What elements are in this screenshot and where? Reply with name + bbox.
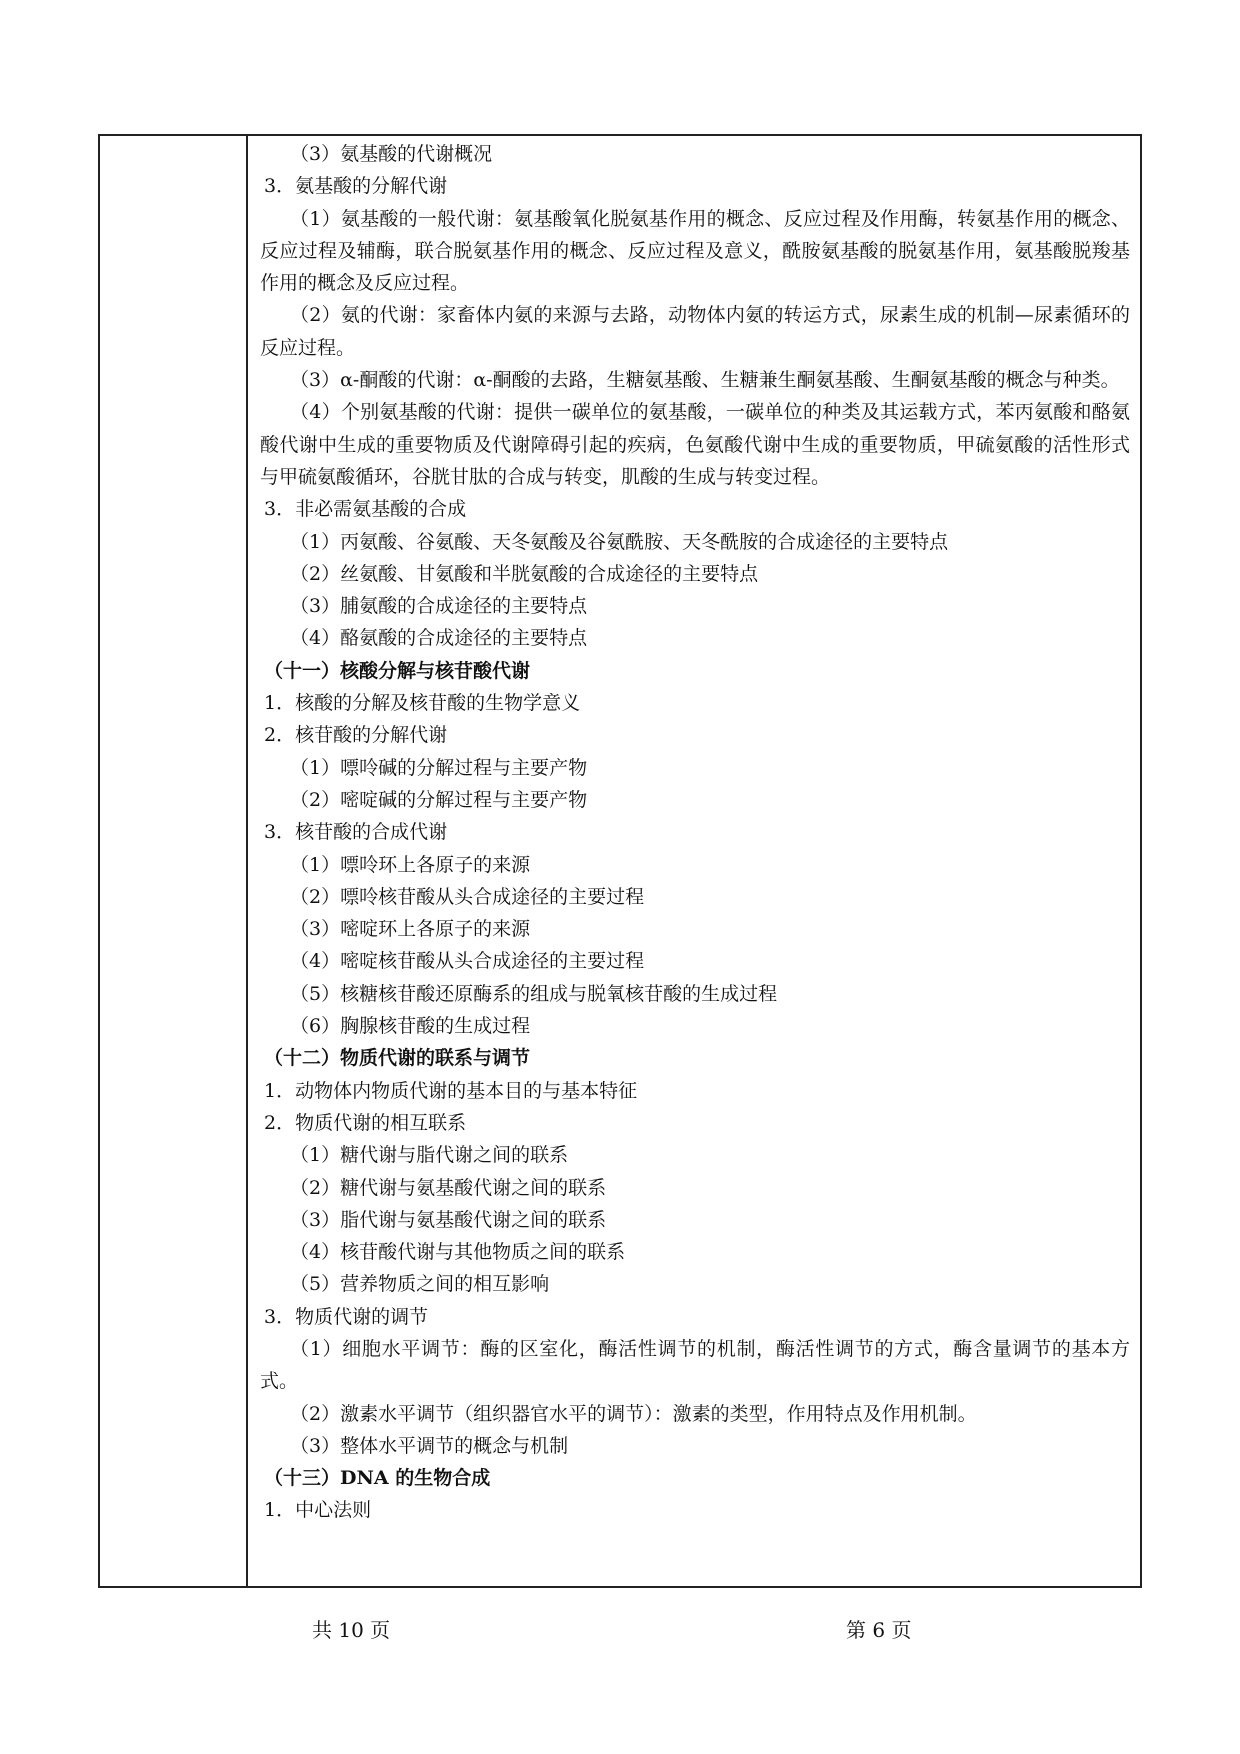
outline-item: （1）细胞水平调节：酶的区室化，酶活性调节的机制，酶活性调节的方式，酶含量调节的基本方式。 [260,1337,1130,1393]
outline-item: （1）嘌呤碱的分解过程与主要产物 [290,756,588,779]
left-column-cell [100,136,248,1586]
footer-current-page: 第 6 页 [846,1618,912,1642]
content-cell [260,138,1130,1527]
outline-item: （2）激素水平调节（组织器官水平的调节）：激素的类型，作用特点及作用机制。 [290,1402,977,1425]
outline-item: （2）丝氨酸、甘氨酸和半胱氨酸的合成途径的主要特点 [290,562,759,585]
outline-item: （6）胸腺核苷酸的生成过程 [290,1015,531,1038]
outline-item: （4）酪氨酸的合成途径的主要特点 [290,627,588,650]
footer-total-pages: 共 10 页 [312,1618,391,1642]
outline-item: （5）核糖核苷酸还原酶系的组成与脱氧核苷酸的生成过程 [290,982,778,1005]
outline-item: 3．核苷酸的合成代谢 [264,821,448,844]
outline-item: （2）氨的代谢：家畜体内氨的来源与去路，动物体内氨的转运方式，尿素生成的机制—尿素循环的反应过程。 [260,304,1130,359]
outline-item: （4）个别氨基酸的代谢：提供一碳单位的氨基酸，一碳单位的种类及其运载方式，苯丙氨酸和酪氨酸代谢中生成的重要物质及代谢障碍引起的疾病，色氨酸代谢中生成的重要物质，甲硫氨酸的活性形式与甲硫氨酸循环，谷胱甘肽的合成与转变，肌酸的生成与转变过程。 [260,401,1130,488]
outline-item: （3）整体水平调节的概念与机制 [290,1434,569,1457]
outline-item: （1）嘌呤环上各原子的来源 [290,853,531,876]
outline-item: 1．核酸的分解及核苷酸的生物学意义 [264,692,581,715]
section-heading: （十二）物质代谢的联系与调节 [264,1047,531,1070]
outline-item: （1）糖代谢与脂代谢之间的联系 [290,1144,569,1167]
outline-item: （5）营养物质之间的相互影响 [290,1273,550,1296]
outline-item: 2．物质代谢的相互联系 [264,1111,467,1134]
outline-item: 3．物质代谢的调节 [264,1305,429,1328]
outline-item: （1）丙氨酸、谷氨酸、天冬氨酸及谷氨酰胺、天冬酰胺的合成途径的主要特点 [290,530,949,553]
outline-item: （1）氨基酸的一般代谢：氨基酸氧化脱氨基作用的概念、反应过程及作用酶，转氨基作用的概念、反应过程及辅酶，联合脱氨基作用的概念、反应过程及意义，酰胺氨基酸的脱氨基作用，氨基酸脱羧基作用的概念及反应过程。 [260,207,1130,295]
outline-item: （3）脂代谢与氨基酸代谢之间的联系 [290,1208,607,1231]
outline-item: （4）嘧啶核苷酸从头合成途径的主要过程 [290,950,645,973]
outline-item: 2．核苷酸的分解代谢 [264,724,448,747]
outline-item: （3）嘧啶环上各原子的来源 [290,918,531,941]
outline-item: （2）嘧啶碱的分解过程与主要产物 [290,788,588,811]
outline-item: （3）α-酮酸的代谢：α-酮酸的去路，生糖氨基酸、生糖兼生酮氨基酸、生酮氨基酸的概念与种类。 [290,369,1120,392]
outline-item: 1．中心法则 [264,1499,372,1522]
outline-item: （3）脯氨酸的合成途径的主要特点 [290,595,588,618]
outline-item: （3）氨基酸的代谢概况 [290,143,493,165]
section-heading: （十一）核酸分解与核苷酸代谢 [264,659,531,682]
outline-item: 3．非必需氨基酸的合成 [264,498,467,521]
outline-item: （2）嘌呤核苷酸从头合成途径的主要过程 [290,885,645,908]
content-table [98,134,1142,1588]
outline-item: （2）糖代谢与氨基酸代谢之间的联系 [290,1176,607,1199]
outline-item: （4）核苷酸代谢与其他物质之间的联系 [290,1241,626,1264]
section-heading: （十三）DNA 的生物合成 [264,1467,491,1490]
outline-item: 1．动物体内物质代谢的基本目的与基本特征 [264,1079,638,1102]
outline-item: 3．氨基酸的分解代谢 [264,175,448,198]
